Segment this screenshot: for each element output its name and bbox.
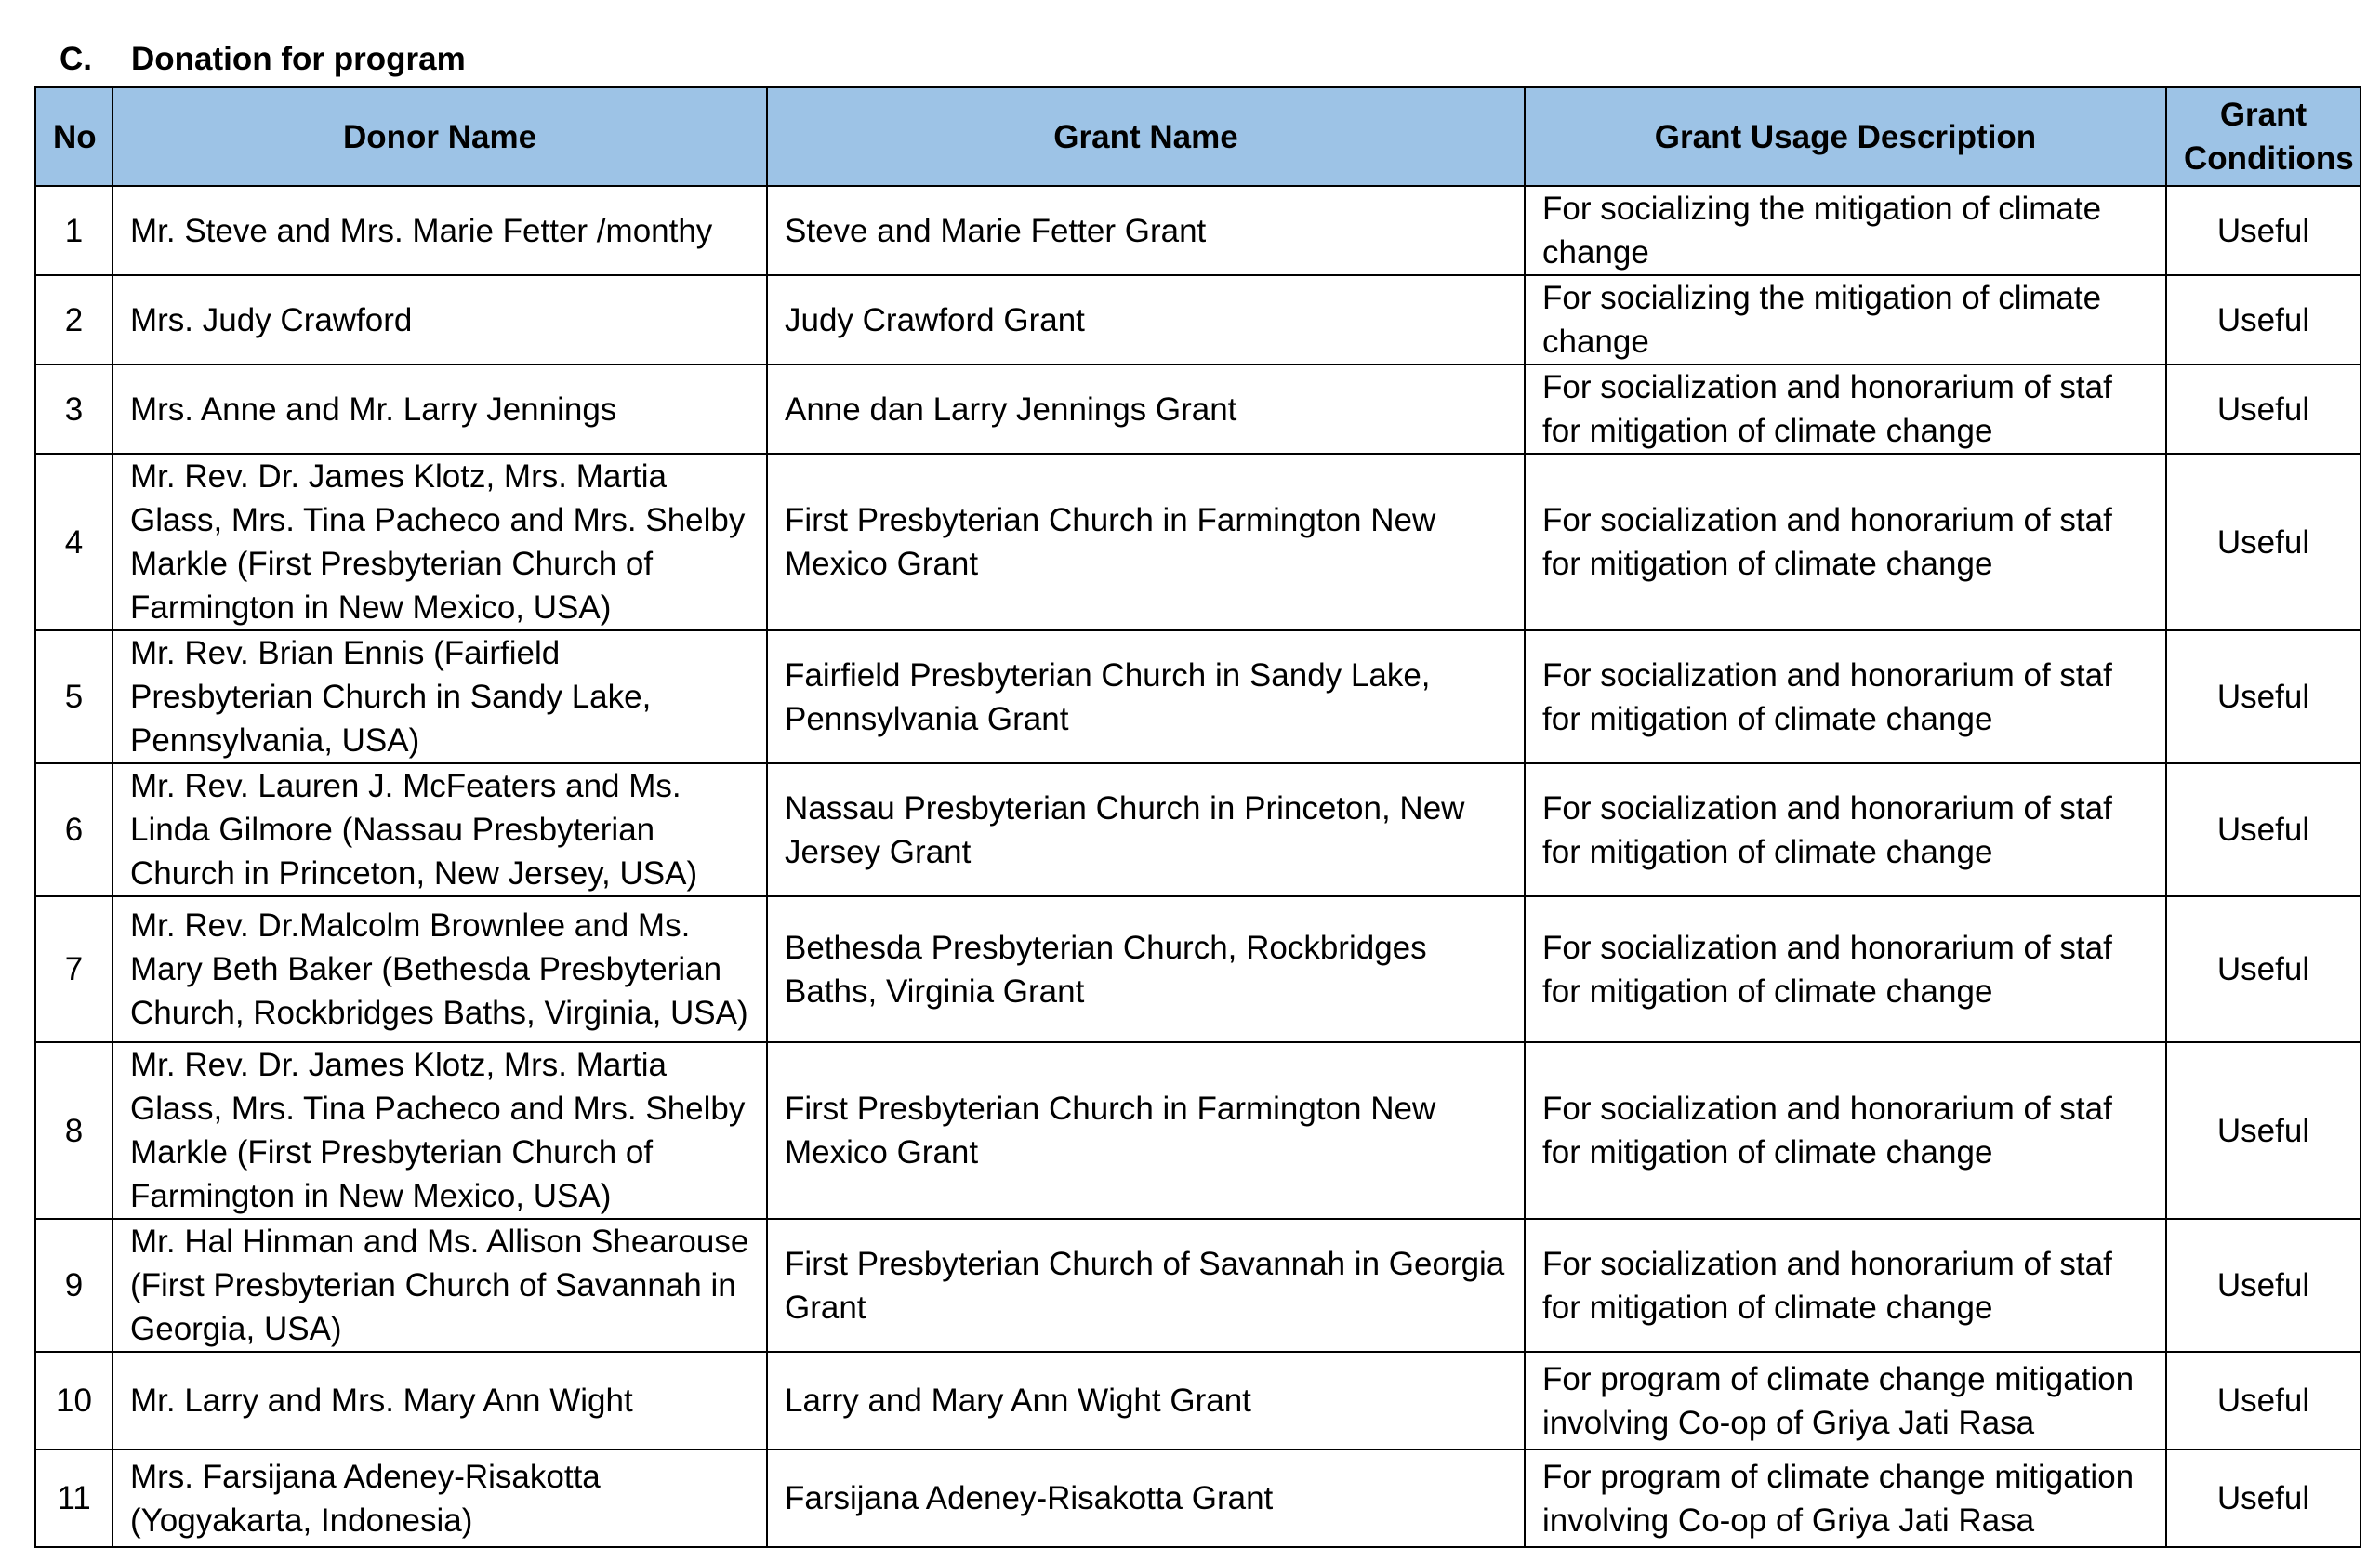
- cell-no: 9: [35, 1219, 112, 1352]
- header-grant-conditions: Grant Conditions: [2166, 87, 2360, 186]
- table-row: [35, 1042, 2360, 1219]
- cell-grant-conditions: Useful: [2166, 1042, 2360, 1219]
- cell-grant-usage: For socialization and honorarium of staf for mitigation of climate change: [1525, 896, 2166, 1042]
- cell-grant-usage: For socialization and honorarium of staf for mitigation of climate change: [1525, 763, 2166, 896]
- header-grant-usage: Grant Usage Description: [1525, 87, 2166, 186]
- table-row: [35, 1449, 2360, 1547]
- cell-no: 3: [35, 364, 112, 454]
- cell-grant-usage: For socialization and honorarium of staf for mitigation of climate change: [1525, 1042, 2166, 1219]
- table-row: [35, 1219, 2360, 1352]
- cell-donor-name: Mrs. Farsijana Adeney-Risakotta (Yogyakarta, Indonesia): [112, 1449, 767, 1547]
- donation-table: [34, 86, 2361, 1548]
- cell-donor-name: Mr. Steve and Mrs. Marie Fetter /monthy: [112, 186, 767, 275]
- cell-grant-usage: For program of climate change mitigation involving Co-op of Griya Jati Rasa: [1525, 1449, 2166, 1547]
- table-row: [35, 763, 2360, 896]
- cell-grant-conditions: Useful: [2166, 454, 2360, 630]
- cell-grant-conditions: Useful: [2166, 1352, 2360, 1449]
- cell-grant-conditions: Useful: [2166, 364, 2360, 454]
- cell-grant-conditions: Useful: [2166, 275, 2360, 364]
- cell-grant-usage: For socialization and honorarium of staf for mitigation of climate change: [1525, 454, 2166, 630]
- cell-grant-name: Larry and Mary Ann Wight Grant: [767, 1352, 1525, 1449]
- cell-grant-name: Steve and Marie Fetter Grant: [767, 186, 1525, 275]
- cell-no: 7: [35, 896, 112, 1042]
- cell-donor-name: Mr. Rev. Dr. James Klotz, Mrs. Martia Glass, Mrs. Tina Pacheco and Mrs. Shelby Markle (First Presbyterian Church of Farmington in New Mexico, USA): [112, 1042, 767, 1219]
- cell-grant-name: Anne dan Larry Jennings Grant: [767, 364, 1525, 454]
- cell-no: 2: [35, 275, 112, 364]
- cell-grant-usage: For socializing the mitigation of climate change: [1525, 275, 2166, 364]
- cell-grant-name: Farsijana Adeney-Risakotta Grant: [767, 1449, 1525, 1547]
- cell-donor-name: Mr. Larry and Mrs. Mary Ann Wight: [112, 1352, 767, 1449]
- cell-donor-name: Mr. Rev. Dr.Malcolm Brownlee and Ms. Mary Beth Baker (Bethesda Presbyterian Church, Rockbridges Baths, Virginia, USA): [112, 896, 767, 1042]
- cell-donor-name: Mrs. Judy Crawford: [112, 275, 767, 364]
- cell-grant-usage: For program of climate change mitigation involving Co-op of Griya Jati Rasa: [1525, 1352, 2166, 1449]
- cell-no: 1: [35, 186, 112, 275]
- cell-grant-usage: For socialization and honorarium of staf for mitigation of climate change: [1525, 1219, 2166, 1352]
- header-donor-name: Donor Name: [112, 87, 767, 186]
- cell-grant-name: Judy Crawford Grant: [767, 275, 1525, 364]
- cell-grant-conditions: Useful: [2166, 1449, 2360, 1547]
- cell-donor-name: Mr. Rev. Brian Ennis (Fairfield Presbyterian Church in Sandy Lake, Pennsylvania, USA): [112, 630, 767, 763]
- cell-grant-conditions: Useful: [2166, 1219, 2360, 1352]
- cell-grant-name: Nassau Presbyterian Church in Princeton, New Jersey Grant: [767, 763, 1525, 896]
- cell-grant-usage: For socialization and honorarium of staf for mitigation of climate change: [1525, 630, 2166, 763]
- header-no: No: [35, 87, 112, 186]
- cell-no: 5: [35, 630, 112, 763]
- cell-no: 6: [35, 763, 112, 896]
- cell-grant-name: First Presbyterian Church in Farmington New Mexico Grant: [767, 1042, 1525, 1219]
- table-row: [35, 275, 2360, 364]
- cell-no: 4: [35, 454, 112, 630]
- section-heading: [60, 41, 466, 78]
- cell-no: 11: [35, 1449, 112, 1547]
- cell-grant-conditions: Useful: [2166, 186, 2360, 275]
- cell-donor-name: Mrs. Anne and Mr. Larry Jennings: [112, 364, 767, 454]
- cell-grant-name: First Presbyterian Church in Farmington New Mexico Grant: [767, 454, 1525, 630]
- section-letter: C.: [60, 41, 92, 77]
- cell-grant-conditions: Useful: [2166, 630, 2360, 763]
- cell-no: 10: [35, 1352, 112, 1449]
- cell-grant-name: Fairfield Presbyterian Church in Sandy Lake, Pennsylvania Grant: [767, 630, 1525, 763]
- table-row: [35, 896, 2360, 1042]
- table-header-row: [35, 87, 2360, 186]
- section-title: Donation for program: [131, 41, 466, 77]
- cell-donor-name: Mr. Hal Hinman and Ms. Allison Shearouse (First Presbyterian Church of Savannah in Georgia, USA): [112, 1219, 767, 1352]
- cell-grant-conditions: Useful: [2166, 896, 2360, 1042]
- table-row: [35, 1352, 2360, 1449]
- cell-grant-usage: For socialization and honorarium of staf for mitigation of climate change: [1525, 364, 2166, 454]
- cell-grant-name: Bethesda Presbyterian Church, Rockbridges Baths, Virginia Grant: [767, 896, 1525, 1042]
- cell-no: 8: [35, 1042, 112, 1219]
- cell-donor-name: Mr. Rev. Lauren J. McFeaters and Ms. Linda Gilmore (Nassau Presbyterian Church in Princeton, New Jersey, USA): [112, 763, 767, 896]
- table-row: [35, 630, 2360, 763]
- table-row: [35, 186, 2360, 275]
- table-row: [35, 364, 2360, 454]
- cell-grant-name: First Presbyterian Church of Savannah in Georgia Grant: [767, 1219, 1525, 1352]
- table-row: [35, 454, 2360, 630]
- header-grant-name: Grant Name: [767, 87, 1525, 186]
- cell-grant-usage: For socializing the mitigation of climate change: [1525, 186, 2166, 275]
- cell-grant-conditions: Useful: [2166, 763, 2360, 896]
- cell-donor-name: Mr. Rev. Dr. James Klotz, Mrs. Martia Glass, Mrs. Tina Pacheco and Mrs. Shelby Markle (First Presbyterian Church of Farmington in New Mexico, USA): [112, 454, 767, 630]
